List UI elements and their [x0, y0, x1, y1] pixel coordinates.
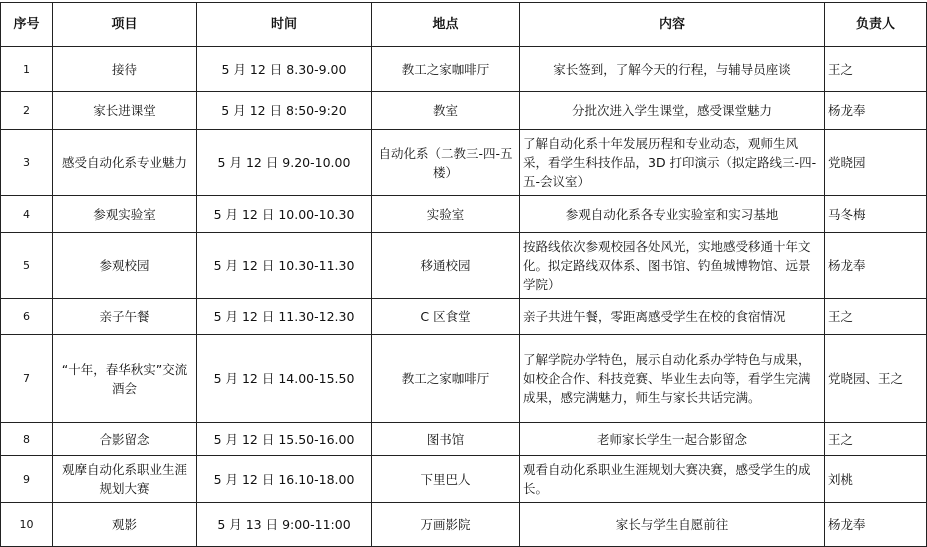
- cell-time: 5 月 12 日 10.30-11.30: [197, 233, 372, 299]
- cell-owner: 杨龙奉: [825, 92, 927, 130]
- cell-place: 实验室: [372, 196, 520, 233]
- cell-time: 5 月 12 日 9.20-10.00: [197, 130, 372, 196]
- cell-item: 亲子午餐: [53, 299, 197, 335]
- cell-seq: 9: [1, 456, 53, 503]
- cell-item: 观摩自动化系职业生涯规划大赛: [53, 456, 197, 503]
- cell-place: 下里巴人: [372, 456, 520, 503]
- cell-seq: 2: [1, 92, 53, 130]
- cell-item: 观影: [53, 503, 197, 547]
- cell-seq: 7: [1, 335, 53, 423]
- cell-time: 5 月 12 日 16.10-18.00: [197, 456, 372, 503]
- cell-place: 图书馆: [372, 423, 520, 456]
- cell-content: 了解自动化系十年发展历程和专业动态，观师生风采，看学生科技作品，3D 打印演示（拟定路线三-四-五-会议室）: [520, 130, 825, 196]
- cell-seq: 4: [1, 196, 53, 233]
- header-content: 内容: [520, 3, 825, 47]
- cell-place: 教工之家咖啡厅: [372, 335, 520, 423]
- table-row: [1, 233, 927, 299]
- cell-owner: 王之: [825, 423, 927, 456]
- cell-content: 参观自动化系各专业实验室和实习基地: [520, 196, 825, 233]
- cell-place: 移通校园: [372, 233, 520, 299]
- table-row: [1, 503, 927, 547]
- cell-seq: 10: [1, 503, 53, 547]
- cell-content: 按路线依次参观校园各处风光，实地感受移通十年文化。拟定路线双体系、图书馆、钓鱼城博物馆、远景学院）: [520, 233, 825, 299]
- cell-place: 自动化系（二教三-四-五楼）: [372, 130, 520, 196]
- header-seq: 序号: [1, 3, 53, 47]
- cell-place: 万画影院: [372, 503, 520, 547]
- table-row: [1, 456, 927, 503]
- cell-place: C 区食堂: [372, 299, 520, 335]
- cell-seq: 1: [1, 47, 53, 92]
- cell-owner: 刘桃: [825, 456, 927, 503]
- cell-time: 5 月 12 日 11.30-12.30: [197, 299, 372, 335]
- header-place: 地点: [372, 3, 520, 47]
- cell-seq: 5: [1, 233, 53, 299]
- cell-content: 家长签到，了解今天的行程，与辅导员座谈: [520, 47, 825, 92]
- cell-item: 参观实验室: [53, 196, 197, 233]
- cell-item: 感受自动化系专业魅力: [53, 130, 197, 196]
- cell-time: 5 月 12 日 8.30-9.00: [197, 47, 372, 92]
- cell-owner: 杨龙奉: [825, 233, 927, 299]
- cell-item: 家长进课堂: [53, 92, 197, 130]
- cell-owner: 王之: [825, 299, 927, 335]
- cell-owner: 杨龙奉: [825, 503, 927, 547]
- cell-owner: 马冬梅: [825, 196, 927, 233]
- table-row: [1, 196, 927, 233]
- header-time: 时间: [197, 3, 372, 47]
- table-row: [1, 423, 927, 456]
- table-header-row: [1, 3, 927, 47]
- cell-time: 5 月 12 日 15.50-16.00: [197, 423, 372, 456]
- cell-content: 亲子共进午餐，零距离感受学生在校的食宿情况: [520, 299, 825, 335]
- cell-item: 参观校园: [53, 233, 197, 299]
- cell-content: 老师家长学生一起合影留念: [520, 423, 825, 456]
- cell-seq: 3: [1, 130, 53, 196]
- table-row: [1, 130, 927, 196]
- cell-time: 5 月 12 日 10.00-10.30: [197, 196, 372, 233]
- cell-time: 5 月 12 日 14.00-15.50: [197, 335, 372, 423]
- cell-owner: 王之: [825, 47, 927, 92]
- cell-owner: 党晓园: [825, 130, 927, 196]
- cell-seq: 6: [1, 299, 53, 335]
- schedule-table: [0, 2, 927, 547]
- cell-item: 合影留念: [53, 423, 197, 456]
- table-row: [1, 92, 927, 130]
- table-row: [1, 47, 927, 92]
- cell-content: 家长与学生自愿前往: [520, 503, 825, 547]
- cell-content: 观看自动化系职业生涯规划大赛决赛，感受学生的成长。: [520, 456, 825, 503]
- table-row: [1, 299, 927, 335]
- cell-owner: 党晓园、王之: [825, 335, 927, 423]
- cell-content: 了解学院办学特色，展示自动化系办学特色与成果，如校企合作、科技竞赛、毕业生去向等，看学生完满成果，感完满魅力，师生与家长共话完满。: [520, 335, 825, 423]
- table-row: [1, 335, 927, 423]
- cell-seq: 8: [1, 423, 53, 456]
- cell-place: 教工之家咖啡厅: [372, 47, 520, 92]
- cell-time: 5 月 13 日 9:00-11:00: [197, 503, 372, 547]
- cell-content: 分批次进入学生课堂，感受课堂魅力: [520, 92, 825, 130]
- cell-item: “十年，春华秋实”交流酒会: [53, 335, 197, 423]
- cell-item: 接待: [53, 47, 197, 92]
- header-owner: 负责人: [825, 3, 927, 47]
- cell-place: 教室: [372, 92, 520, 130]
- header-item: 项目: [53, 3, 197, 47]
- cell-time: 5 月 12 日 8:50-9:20: [197, 92, 372, 130]
